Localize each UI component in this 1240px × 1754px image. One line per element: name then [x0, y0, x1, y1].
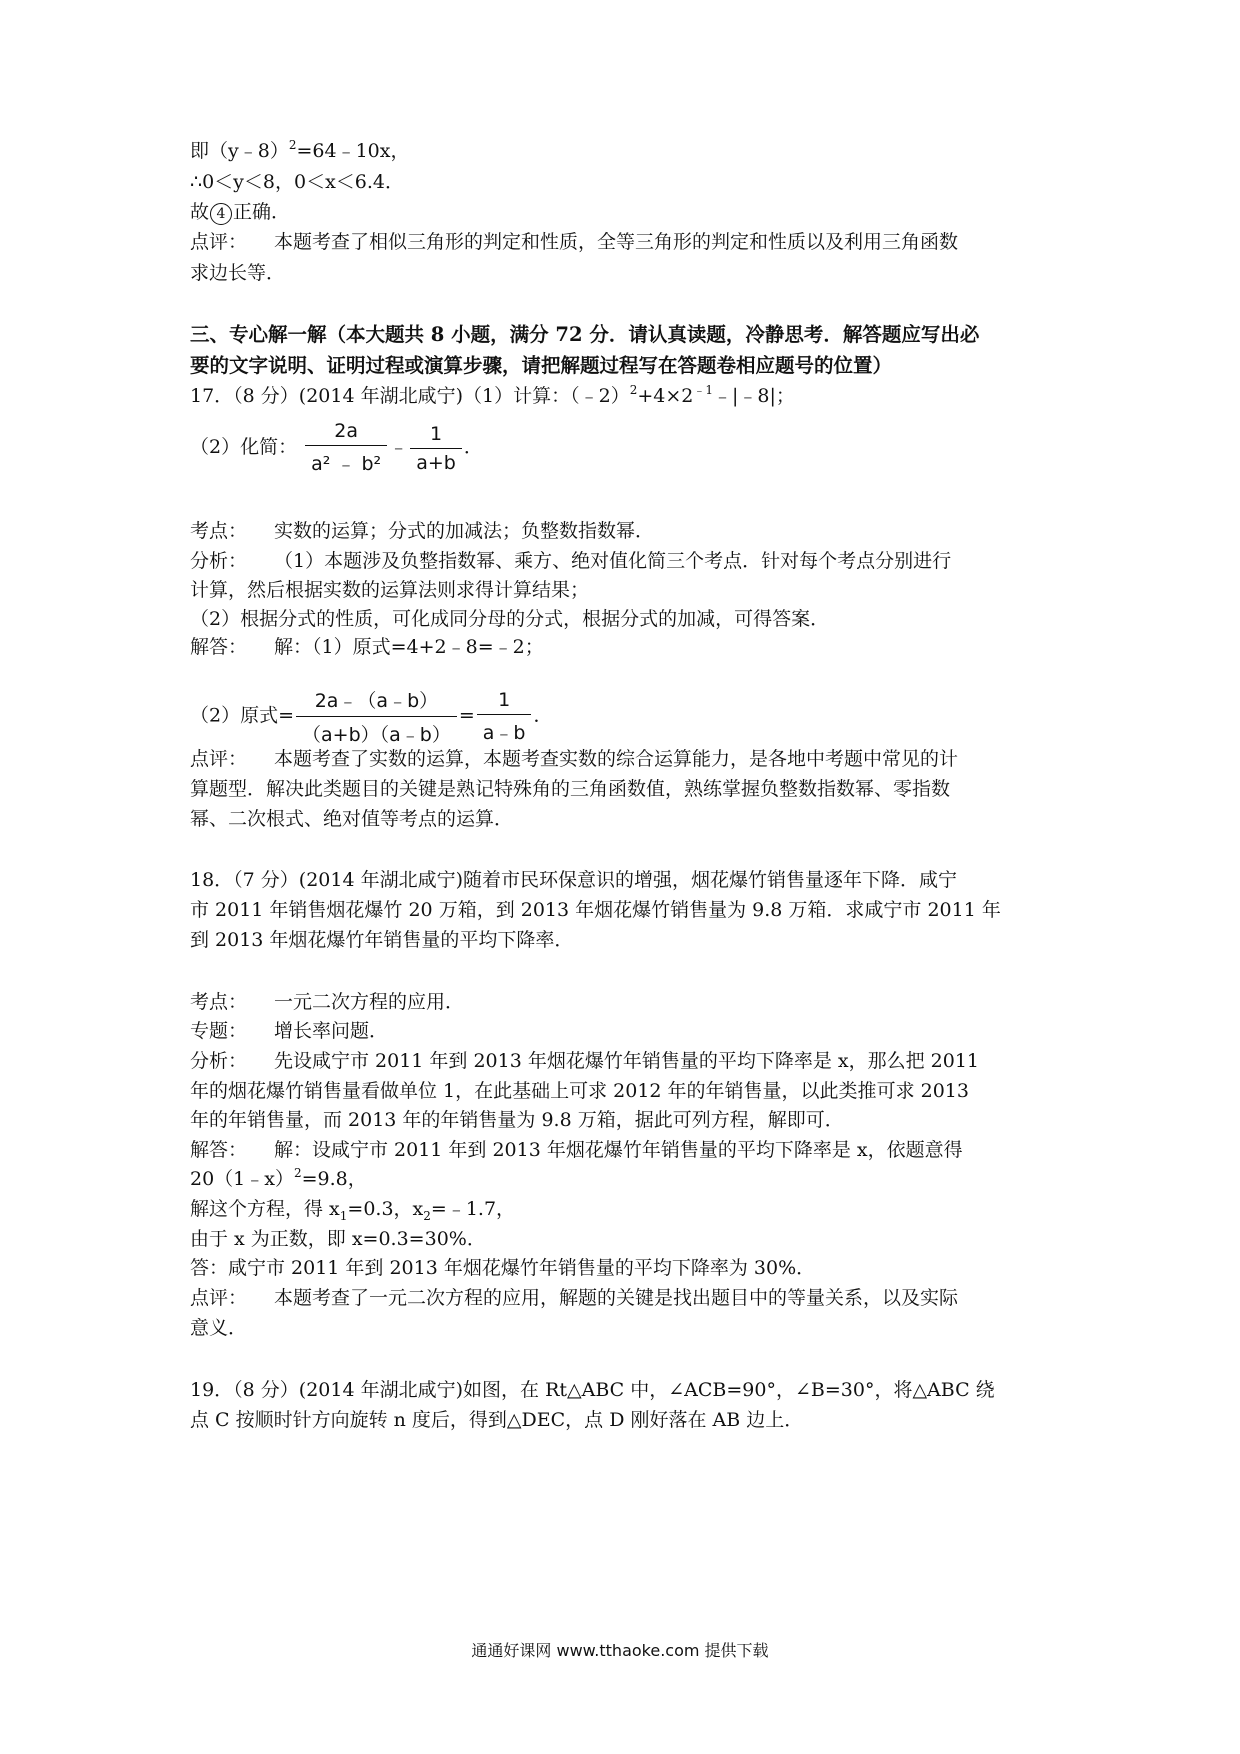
- label-kaodian: 考点：: [190, 991, 248, 1013]
- label-answer: 解答：: [190, 636, 248, 658]
- text-line: [190, 1197, 515, 1228]
- text: 一元二次方程的应用．: [274, 991, 465, 1013]
- page-footer: 通通好课网 www.tthaoke.com 提供下载: [471, 1641, 769, 1660]
- text-line: 年的年销售量，而 2013 年的年销售量为 9.8 万箱，据此可列方程，解即可．: [190, 1109, 844, 1131]
- circled-number: 4: [210, 203, 232, 225]
- label-comment: 点评：: [190, 231, 248, 253]
- label-analysis: 分析：: [190, 1050, 248, 1072]
- numerator: 1: [410, 423, 462, 449]
- comment-line: [190, 747, 958, 771]
- subscript: 2: [423, 1208, 431, 1223]
- text-line: 到 2013 年烟花爆竹年销售量的平均下降率．: [190, 929, 574, 951]
- denominator: a+b: [416, 451, 456, 474]
- text: 实数的运算；分式的加减法；负整数指数幂．: [274, 520, 655, 542]
- text: 正确．: [233, 201, 291, 223]
- text: =64﹣10x，: [296, 140, 410, 162]
- math-expression: [190, 420, 483, 476]
- operator: =: [458, 704, 475, 727]
- comment-line: [190, 230, 958, 254]
- superscript: 2: [293, 1166, 302, 1180]
- label-kaodian: 考点：: [190, 520, 248, 542]
- text: 解：（1）原式=4+2﹣8=﹣2；: [274, 636, 544, 658]
- kaodian-line: [190, 990, 464, 1014]
- text-line: 算题型．解决此类题目的关键是熟记特殊角的三角函数值，熟练掌握负整数指数幂、零指数: [190, 778, 951, 800]
- fraction: [296, 686, 457, 747]
- label-topic: 专题：: [190, 1020, 248, 1042]
- superscript: ﹣1: [693, 383, 714, 397]
- section-heading: 要的文字说明、证明过程或演算步骤，请把解题过程写在答题卷相应题号的位置）: [190, 354, 893, 377]
- superscript: 2: [288, 138, 297, 152]
- question-17: [190, 384, 795, 408]
- question-18: 18．（7 分）(2014 年湖北咸宁)随着市民环保意识的增强，烟花爆竹销售量逐年下降．咸宁: [190, 869, 958, 891]
- kaodian-line: [190, 519, 654, 543]
- fraction: [305, 420, 387, 476]
- text: =0.3，x: [347, 1198, 424, 1220]
- text-line: [190, 139, 409, 163]
- question-19: 19．（8 分）(2014 年湖北咸宁)如图，在 Rt△ABC 中，∠ACB=90°，∠B=30°，将△ABC 绕: [190, 1379, 995, 1401]
- label-comment: 点评：: [190, 1287, 248, 1309]
- denominator: a² ﹣ b²: [311, 453, 382, 475]
- text: 即（y﹣8）: [190, 140, 289, 162]
- text-line: （2）根据分式的性质，可化成同分母的分式，根据分式的加减，可得答案．: [190, 608, 830, 630]
- text-line: [190, 1167, 367, 1191]
- text-line: 答：咸宁市 2011 年到 2013 年烟花爆竹年销售量的平均下降率为 30%．: [190, 1257, 816, 1279]
- label-comment: 点评：: [190, 748, 248, 770]
- label-answer: 解答：: [190, 1139, 248, 1161]
- text: 故: [190, 201, 210, 223]
- text: （2）化简：: [190, 436, 298, 458]
- text-line: [190, 200, 290, 225]
- text: 增长率问题．: [274, 1020, 389, 1042]
- text: 20（1﹣x）: [190, 1168, 294, 1190]
- subscript: 1: [339, 1208, 348, 1223]
- section-heading: 三、专心解一解（本大题共 8 小题，满分 72 分．请认真读题，冷静思考．解答题应写出必: [190, 323, 980, 346]
- text-line: ∴0＜y＜8，0＜x＜6.4．: [190, 171, 405, 193]
- text-line: 由于 x 为正数，即 x=0.3=30%．: [190, 1228, 486, 1250]
- fraction: [477, 689, 532, 745]
- text: =9.8，: [301, 1168, 367, 1190]
- fraction: [410, 423, 462, 474]
- text-line: 市 2011 年销售烟花爆竹 20 万箱，到 2013 年烟花爆竹销售量为 9.8 万箱．求咸宁市 2011 年: [190, 899, 1001, 921]
- numerator: 1: [477, 689, 532, 715]
- text-line: 幂、二次根式、绝对值等考点的运算．: [190, 808, 514, 830]
- superscript: 2: [629, 383, 638, 397]
- answer-line: [190, 1138, 963, 1162]
- text: 解：设咸宁市 2011 年到 2013 年烟花爆竹年销售量的平均下降率是 x，依题意得: [274, 1139, 963, 1161]
- text-line: 计算，然后根据实数的运算法则求得计算结果；: [190, 579, 590, 601]
- denominator: a﹣b: [482, 721, 526, 744]
- analysis-line: [190, 549, 951, 573]
- text: ﹣|﹣8|；: [713, 385, 795, 407]
- text-line: 意义．: [190, 1317, 248, 1339]
- text: （1）本题涉及负整指数幂、乘方、绝对值化简三个考点．针对每个考点分别进行: [274, 550, 952, 572]
- operator: ．: [463, 436, 483, 458]
- text: 本题考查了相似三角形的判定和性质，全等三角形的判定和性质以及利用三角函数: [274, 231, 959, 253]
- analysis-line: [190, 1049, 979, 1073]
- text: =﹣1.7，: [430, 1198, 516, 1220]
- operator: ．: [533, 704, 553, 727]
- answer-line: [190, 635, 544, 659]
- text-line: 求边长等．: [190, 262, 286, 284]
- topic-line: [190, 1019, 388, 1043]
- text: 17．（8 分）(2014 年湖北咸宁)（1）计算：（﹣2）: [190, 385, 630, 407]
- numerator: 2a﹣（a﹣b）: [296, 686, 457, 717]
- numerator: 2a: [305, 420, 387, 446]
- text: 先设咸宁市 2011 年到 2013 年烟花爆竹年销售量的平均下降率是 x，那么把 2011: [274, 1050, 980, 1072]
- operator: ﹣: [389, 436, 409, 458]
- text: （2）原式=: [190, 704, 295, 727]
- comment-line: [190, 1286, 958, 1310]
- text-line: 年的烟花爆竹销售量看做单位 1，在此基础上可求 2012 年的年销售量，以此类推可求 2013: [190, 1080, 969, 1102]
- text: 解这个方程，得 x: [190, 1198, 340, 1220]
- label-analysis: 分析：: [190, 550, 248, 572]
- denominator: （a+b）（a﹣b）: [302, 724, 451, 746]
- text: +4×2: [637, 385, 694, 407]
- text: 本题考查了实数的运算，本题考查实数的综合运算能力，是各地中考题中常见的计: [274, 748, 959, 770]
- text-line: 点 C 按顺时针方向旋转 n 度后，得到△DEC，点 D 刚好落在 AB 边上．: [190, 1409, 804, 1431]
- math-expression: [190, 686, 553, 747]
- text: 本题考查了一元二次方程的应用，解题的关键是找出题目中的等量关系，以及实际: [274, 1287, 959, 1309]
